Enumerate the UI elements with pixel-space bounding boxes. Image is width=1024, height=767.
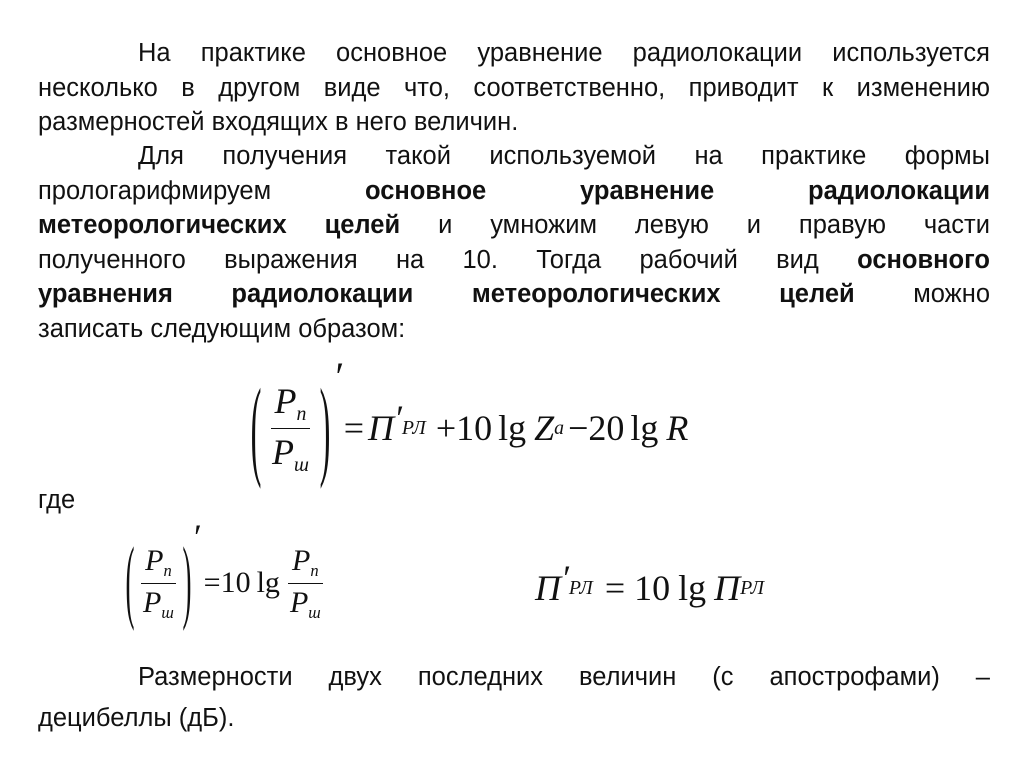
paragraph-dimensions-line-1 [38, 660, 990, 695]
sub-n: n [296, 402, 307, 425]
bold-term-main-equation: основное уравнение радиолокации [364, 176, 990, 205]
paragraph-log-form [38, 139, 990, 346]
paren-right-2: ) [182, 530, 192, 633]
paren-left-2: ( [125, 530, 135, 633]
bold-term-basic: основного [857, 245, 990, 274]
text-prolog: прологарифмируем [38, 176, 272, 205]
paragraph-log-form-line-6: записать следующим образом: [38, 314, 406, 343]
fraction-pn-psh [268, 380, 313, 477]
formula-ratio-db [125, 517, 325, 638]
paragraph-dimensions-line-2: децибеллы (дБ). [38, 703, 235, 732]
sub-rl: РЛ [401, 416, 426, 439]
prime-mark: ′ [332, 353, 342, 399]
formula-pi-db [535, 560, 764, 616]
term-plus-10: +10 [435, 408, 493, 448]
paragraph-log-form-line-3 [38, 208, 990, 243]
equals-10: =10 [203, 566, 251, 599]
equals-10-2: = 10 [604, 568, 671, 608]
text-can: можно [913, 280, 990, 308]
symbol-pi-rl-2: П [535, 568, 561, 608]
symbol-z: Z [534, 408, 555, 448]
lg-4: lg [678, 568, 707, 608]
fraction-pn-psh-3 [286, 544, 325, 623]
paragraph-log-form-line-4 [38, 243, 990, 278]
fraction-pn-psh-2 [139, 544, 178, 623]
symbol-r: R [666, 408, 689, 448]
bold-term-meteo-targets: метеорологических целей [38, 211, 401, 239]
lg-2: lg [630, 408, 659, 448]
sub-n-3: n [310, 560, 319, 580]
sub-n-2: n [163, 560, 172, 580]
where-label: где [38, 486, 76, 514]
text-dimensions: Размерности двух последних величин (с апострофами) – [138, 663, 990, 691]
sub-sh: ш [294, 453, 309, 476]
paragraph-log-form-line-5 [38, 277, 990, 312]
paragraph-intro-line-2: несколько в другом виде что, соответственно, приводит к изменению [38, 73, 990, 102]
lg-3: lg [256, 566, 280, 599]
symbol-p-noise-2: P [143, 585, 162, 619]
sub-a: a [554, 416, 565, 439]
paragraph-log-form-line-1: Для получения такой используемой на практике формы [138, 142, 990, 170]
paragraph-intro-line-3: размерностей входящих в него величин. [38, 108, 519, 136]
sub-sh-3: ш [308, 602, 321, 622]
paren-right: ) [319, 366, 331, 490]
symbol-p-noise-3: P [289, 585, 309, 619]
symbol-p-signal-3: P [292, 543, 311, 577]
text-expression: полученного выражения на 10. Тогда рабочий вид [38, 245, 819, 274]
symbol-pi-rl: П [368, 408, 394, 448]
bold-term-equation-meteo: уравнения радиолокации метеорологических целей [38, 280, 855, 308]
equals-sign: = [343, 408, 364, 448]
term-minus-20: −20 [568, 408, 625, 448]
formula-main [250, 353, 689, 490]
sub-rl-2: РЛ [568, 576, 593, 599]
paragraph-log-form-line-2 [38, 174, 990, 209]
paragraph-intro [38, 36, 990, 140]
prime-mark-2: ′ [191, 517, 200, 557]
paren-left: ( [250, 366, 262, 490]
sub-sh-2: ш [161, 602, 174, 622]
paragraph-dimensions [38, 660, 990, 735]
sub-rl-3: РЛ [740, 576, 765, 599]
symbol-p-signal-2: P [145, 543, 164, 577]
prime-pi-2: ′ [561, 558, 569, 598]
prime-pi: ′ [394, 398, 402, 438]
symbol-p-signal: P [274, 380, 297, 421]
lg-1: lg [498, 408, 527, 448]
symbol-pi-rl-3: П [714, 568, 741, 608]
paragraph-intro-line-1: На практике основное уравнение радиолокации используется [138, 39, 990, 67]
symbol-p-noise: P [272, 431, 294, 472]
text-multiply: и умножим левую и правую части [438, 211, 990, 239]
